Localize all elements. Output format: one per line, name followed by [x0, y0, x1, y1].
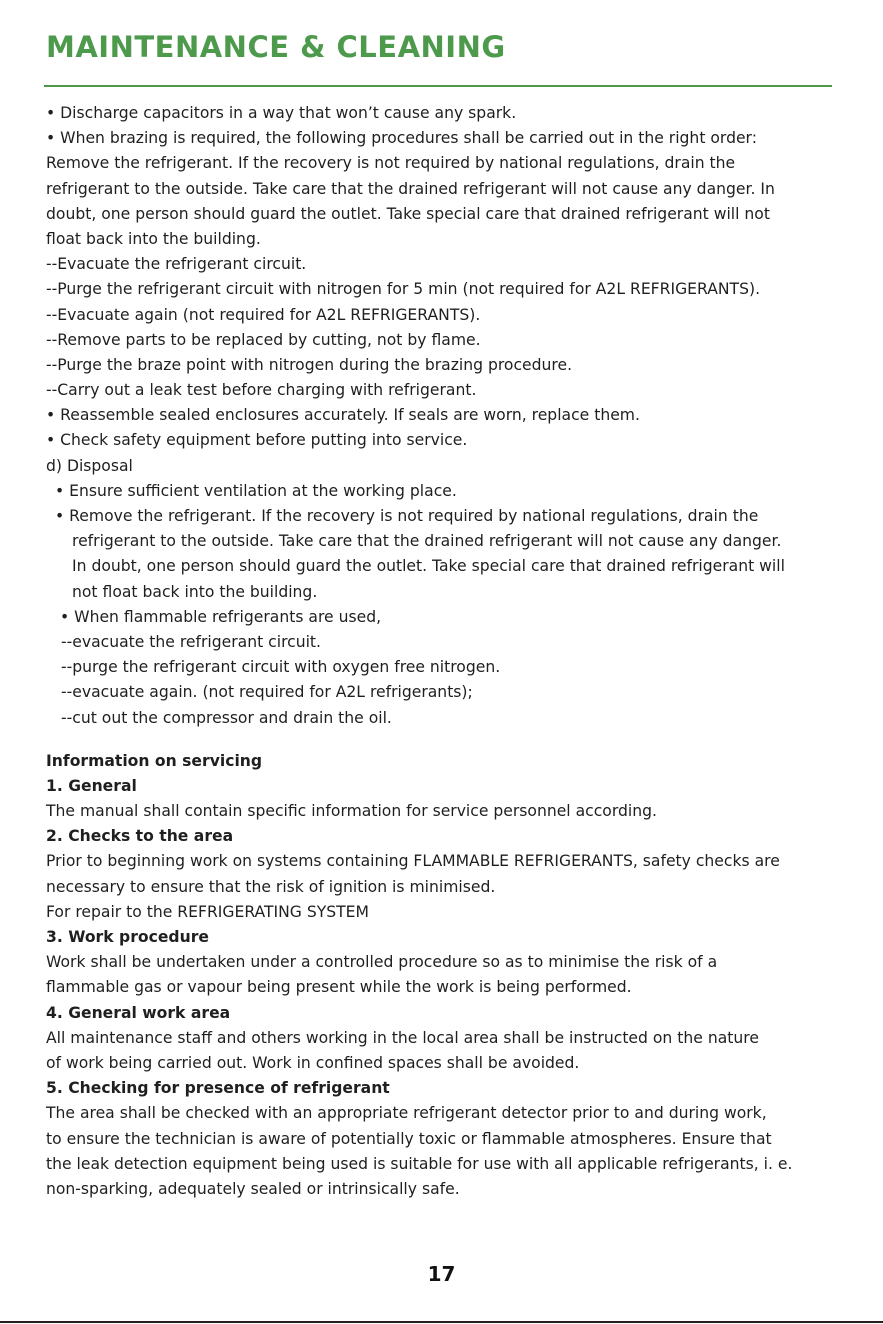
subsection-heading: 5. Checking for presence of refrigerant [46, 1079, 390, 1098]
text-line: • Discharge capacitors in a way that won’t cause any spark. [46, 104, 517, 122]
text-line: --Purge the braze point with nitrogen during the brazing procedure. [46, 355, 573, 374]
text-line: Prior to beginning work on systems containing FLAMMABLE REFRIGERANTS, safety checks are [46, 852, 780, 871]
text-line: In doubt, one person should guard the outlet. Take special care that drained refrigerant will [72, 557, 785, 576]
text-line: The manual shall contain specific information for service personnel according. [46, 802, 657, 821]
title-divider [44, 85, 832, 87]
subsection-heading: 4. General work area [46, 1003, 231, 1022]
text-line: • When flammable refrigerants are used, [60, 607, 382, 626]
text-line: --cut out the compressor and drain the oil. [61, 708, 392, 727]
page-number: 17 [427, 1262, 456, 1286]
text-line: • Ensure sufficient ventilation at the working place. [55, 481, 457, 500]
text-line: not float back into the building. [72, 582, 318, 601]
text-line: For repair to the REFRIGERATING SYSTEM [46, 902, 369, 921]
text-line: --evacuate the refrigerant circuit. [61, 632, 321, 651]
text-line: --Remove parts to be replaced by cutting, not by flame. [46, 330, 481, 349]
text-line: --purge the refrigerant circuit with oxygen free nitrogen. [61, 658, 501, 677]
page-title: MAINTENANCE & CLEANING [46, 30, 506, 64]
page-bottom-border [0, 1321, 883, 1323]
text-line: Work shall be undertaken under a controlled procedure so as to minimise the risk of a [46, 953, 718, 972]
servicing-section [46, 749, 841, 1202]
text-line: • Remove the refrigerant. If the recovery is not required by national regulations, drain the [55, 507, 759, 525]
text-line: --Evacuate the refrigerant circuit. [46, 255, 307, 274]
subsection-heading: 3. Work procedure [46, 928, 209, 946]
text-line: The area shall be checked with an appropriate refrigerant detector prior to and during work, [46, 1104, 767, 1123]
text-line: float back into the building. [46, 229, 261, 248]
text-line: the leak detection equipment being used is suitable for use with all applicable refrigerants, i. e. [46, 1154, 793, 1173]
text-line: • When brazing is required, the following procedures shall be carried out in the right order: [46, 129, 757, 148]
subsection-heading: 2. Checks to the area [46, 827, 234, 846]
text-line: necessary to ensure that the risk of ignition is minimised. [46, 877, 496, 896]
text-line: to ensure the technician is aware of potentially toxic or flammable atmospheres. Ensure that [46, 1129, 772, 1148]
text-line: Remove the refrigerant. If the recovery is not required by national regulations, drain the [46, 154, 736, 173]
text-line: • Check safety equipment before putting into service. [46, 431, 468, 450]
text-line: non-sparking, adequately sealed or intrinsically safe. [46, 1179, 460, 1198]
text-line: of work being carried out. Work in confined spaces shall be avoided. [46, 1053, 580, 1072]
procedure-section [46, 101, 841, 731]
page-content [46, 101, 841, 1202]
text-line: --Carry out a leak test before charging with refrigerant. [46, 381, 477, 400]
text-line: flammable gas or vapour being present while the work is being performed. [46, 978, 632, 997]
subsection-label: d) Disposal [46, 456, 133, 475]
text-line: doubt, one person should guard the outlet. Take special care that drained refrigerant will not [46, 204, 770, 223]
section-heading: Information on servicing [46, 751, 263, 770]
text-line: All maintenance staff and others working in the local area shall be instructed on the nature [46, 1028, 759, 1047]
subsection-heading: 1. General [46, 776, 137, 795]
text-line: • Reassemble sealed enclosures accurately. If seals are worn, replace them. [46, 406, 640, 425]
text-line: refrigerant to the outside. Take care that the drained refrigerant will not cause any danger. In [46, 179, 775, 198]
text-line: --Evacuate again (not required for A2L REFRIGERANTS). [46, 305, 481, 324]
text-line: refrigerant to the outside. Take care that the drained refrigerant will not cause any danger. [72, 532, 782, 551]
text-line: --Purge the refrigerant circuit with nitrogen for 5 min (not required for A2L REFRIGERANTS). [46, 280, 761, 299]
section-gap [46, 731, 841, 749]
text-line: --evacuate again. (not required for A2L refrigerants); [61, 683, 473, 702]
